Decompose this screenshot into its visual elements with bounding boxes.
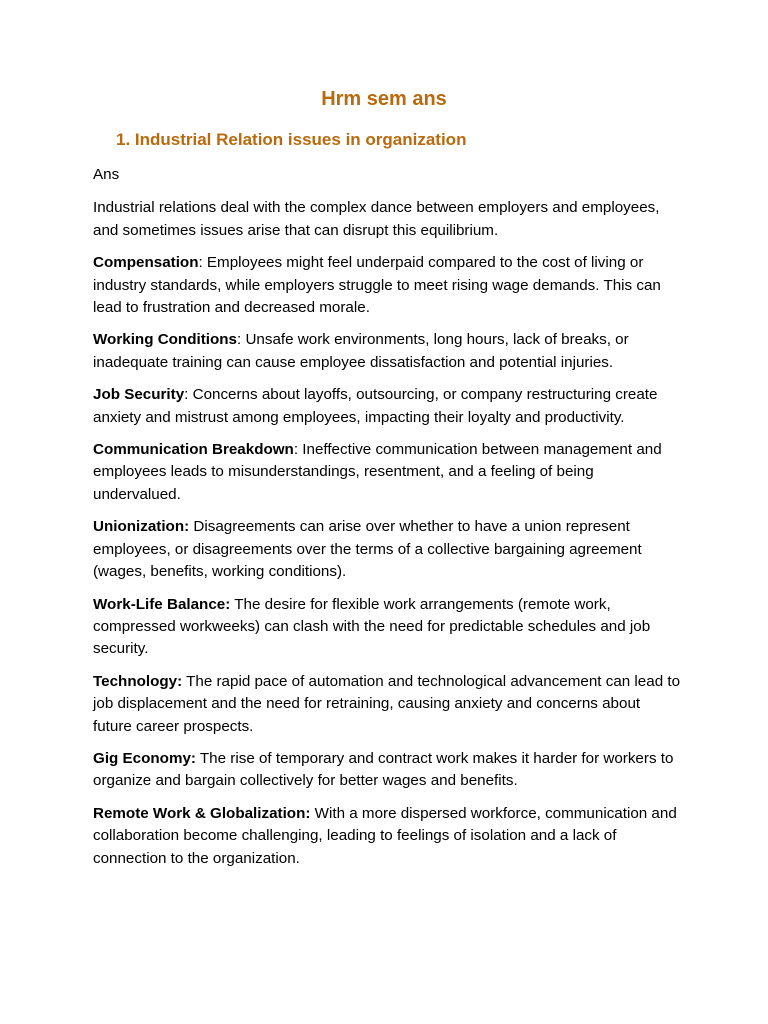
issue-paragraph-job-security bbox=[93, 384, 683, 429]
document-title: Hrm sem ans bbox=[321, 88, 447, 110]
issue-text: The desire for flexible work arrangements (remote work, compressed workweeks) can clash with the need for predictable schedules and job security. bbox=[93, 595, 651, 658]
issue-term: Compensation bbox=[93, 254, 199, 272]
issue-paragraph-work-life-balance bbox=[93, 594, 683, 661]
issue-paragraph-compensation bbox=[93, 252, 683, 319]
issue-paragraph-unionization bbox=[93, 516, 683, 583]
issue-text: : Unsafe work environments, long hours, lack of breaks, or inadequate training can cause employee dissatisfaction and potential injuries. bbox=[93, 331, 629, 371]
issue-term: Remote Work & Globalization: bbox=[93, 804, 311, 822]
issue-text: With a more dispersed workforce, communication and collaboration become challenging, leading to feelings of isolation and a lack of connection to the organization. bbox=[93, 804, 677, 867]
issue-text: The rapid pace of automation and technological advancement can lead to job displacement and the need for retraining, causing anxiety and concerns about future career prospects. bbox=[93, 672, 681, 735]
intro-paragraph: Industrial relations deal with the complex dance between employers and employees, and sometimes issues arise that can disrupt this equilibrium. bbox=[93, 199, 660, 239]
section-heading: 1. Industrial Relation issues in organization bbox=[116, 130, 467, 149]
issue-text: : Concerns about layoffs, outsourcing, or company restructuring create anxiety and mistrust among employees, impacting their loyalty and productivity. bbox=[93, 386, 658, 426]
issue-paragraph-technology bbox=[93, 671, 683, 738]
issue-term: Technology: bbox=[93, 672, 183, 690]
issue-text: : Employees might feel underpaid compared to the cost of living or industry standards, while employers struggle to meet rising wage demands. This can lead to frustration and decreased morale. bbox=[93, 254, 661, 317]
ans-label: Ans bbox=[93, 166, 120, 183]
issue-text: The rise of temporary and contract work makes it harder for workers to organize and bargain collectively for better wages and benefits. bbox=[93, 749, 674, 790]
issue-text: Disagreements can arise over whether to have a union represent employees, or disagreements over the terms of a collective bargaining agreement (wages, benefits, working conditions). bbox=[93, 518, 642, 581]
issue-paragraph-gig-economy bbox=[93, 748, 683, 793]
issue-paragraph-remote-work-globalization bbox=[93, 803, 683, 870]
issue-term: Unionization: bbox=[93, 518, 190, 536]
issue-term: Work-Life Balance: bbox=[93, 595, 231, 613]
issue-text: : Ineffective communication between management and employees leads to misunderstandings, resentment, and a feeling of being undervalued. bbox=[93, 441, 662, 503]
issue-paragraph-communication-breakdown bbox=[93, 439, 683, 506]
issue-term: Job Security bbox=[93, 386, 185, 404]
issue-term: Gig Economy: bbox=[93, 749, 196, 767]
issue-term: Communication Breakdown bbox=[93, 441, 294, 459]
issue-paragraph-working-conditions bbox=[93, 329, 683, 374]
document-body bbox=[93, 164, 683, 880]
issue-term: Working Conditions bbox=[93, 331, 237, 349]
